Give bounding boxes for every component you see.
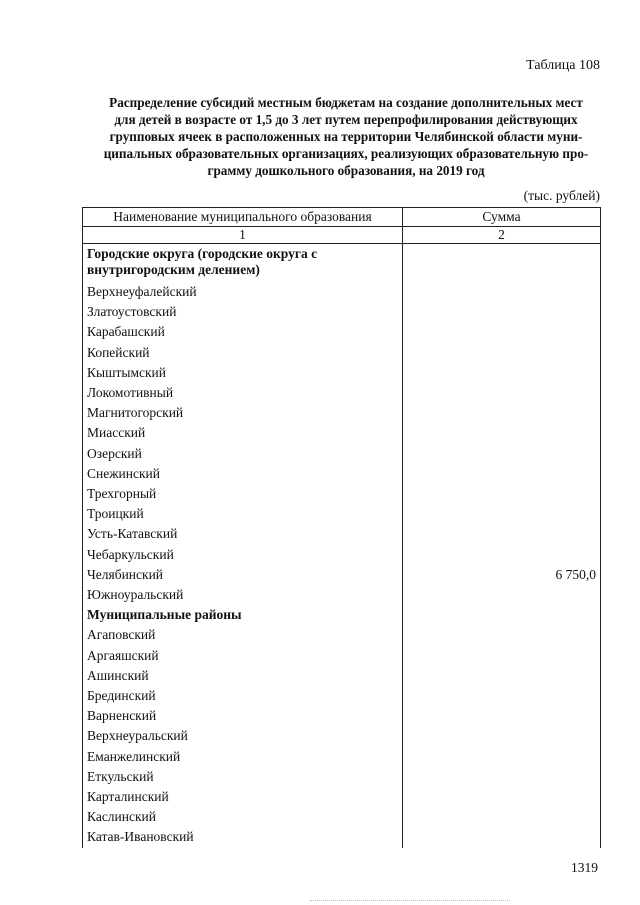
table-row bbox=[83, 403, 601, 423]
sum-value bbox=[403, 444, 601, 464]
title-line: Распределение субсидий местным бюджетам на создание дополнительных мест bbox=[109, 95, 583, 110]
table-row bbox=[83, 545, 601, 565]
table-row bbox=[83, 504, 601, 524]
sum-value bbox=[403, 747, 601, 767]
document-title bbox=[86, 94, 606, 179]
sum-value bbox=[403, 504, 601, 524]
table-row bbox=[83, 244, 601, 283]
units-label: (тыс. рублей) bbox=[523, 188, 600, 203]
sum-value: 6 750,0 bbox=[403, 565, 601, 585]
section-heading: Городские округа (городские округа с внутригородским делением) bbox=[83, 244, 403, 283]
sum-value bbox=[403, 625, 601, 645]
sum-value bbox=[403, 302, 601, 322]
municipality-name: Еманжелинский bbox=[83, 747, 403, 767]
municipality-name: Еткульский bbox=[83, 767, 403, 787]
municipality-name: Чебаркульский bbox=[83, 545, 403, 565]
table-row bbox=[83, 747, 601, 767]
sum-value bbox=[403, 827, 601, 847]
sum-value bbox=[403, 484, 601, 504]
table-row bbox=[83, 585, 601, 605]
title-line: групповых ячеек в расположенных на территории Челябинской области муни- bbox=[109, 129, 583, 144]
sum-value bbox=[403, 524, 601, 544]
footer-rule bbox=[310, 900, 510, 901]
municipality-name: Снежинский bbox=[83, 464, 403, 484]
sum-value bbox=[403, 787, 601, 807]
municipality-name: Трехгорный bbox=[83, 484, 403, 504]
table-row bbox=[83, 827, 601, 847]
municipality-name: Магнитогорский bbox=[83, 403, 403, 423]
title-line: ципальных образовательных организациях, реализующих образовательную про- bbox=[103, 146, 589, 161]
table-row bbox=[83, 807, 601, 827]
column-number-2: 2 bbox=[403, 227, 601, 244]
section-heading: Муниципальные районы bbox=[83, 605, 403, 625]
municipality-name: Карабашский bbox=[83, 322, 403, 342]
title-line: грамму дошкольного образования, на 2019 год bbox=[207, 163, 485, 178]
sum-value bbox=[403, 726, 601, 746]
table-body bbox=[83, 244, 601, 848]
sum-value bbox=[403, 383, 601, 403]
column-number-1: 1 bbox=[83, 227, 403, 244]
sum-value bbox=[403, 343, 601, 363]
municipality-name: Верхнеуральский bbox=[83, 726, 403, 746]
municipality-name: Верхнеуфалейский bbox=[83, 282, 403, 302]
table-row bbox=[83, 726, 601, 746]
column-header-sum: Сумма bbox=[403, 208, 601, 227]
sum-value bbox=[403, 646, 601, 666]
sum-value bbox=[403, 545, 601, 565]
table-row bbox=[83, 464, 601, 484]
table-row bbox=[83, 423, 601, 443]
municipality-name: Троицкий bbox=[83, 504, 403, 524]
table-row bbox=[83, 666, 601, 686]
column-header-name: Наименование муниципального образования bbox=[83, 208, 403, 227]
municipality-name: Варненский bbox=[83, 706, 403, 726]
table-row bbox=[83, 484, 601, 504]
municipality-name: Агаповский bbox=[83, 625, 403, 645]
municipality-name: Локомотивный bbox=[83, 383, 403, 403]
table-row bbox=[83, 686, 601, 706]
table-row bbox=[83, 322, 601, 342]
municipality-name: Брединский bbox=[83, 686, 403, 706]
municipality-name: Катав-Ивановский bbox=[83, 827, 403, 847]
table-row bbox=[83, 787, 601, 807]
table-row bbox=[83, 767, 601, 787]
title-line: для детей в возрасте от 1,5 до 3 лет путем перепрофилирования действующих bbox=[114, 112, 578, 127]
sum-value bbox=[403, 282, 601, 302]
table-row bbox=[83, 383, 601, 403]
sum-value bbox=[403, 464, 601, 484]
table-row bbox=[83, 444, 601, 464]
table-row bbox=[83, 282, 601, 302]
sum-value bbox=[403, 423, 601, 443]
municipality-name: Ашинский bbox=[83, 666, 403, 686]
municipality-name: Миасский bbox=[83, 423, 403, 443]
municipality-name: Копейский bbox=[83, 343, 403, 363]
sum-value bbox=[403, 767, 601, 787]
table-row bbox=[83, 363, 601, 383]
municipality-name: Озерский bbox=[83, 444, 403, 464]
sum-value bbox=[403, 322, 601, 342]
sum-value bbox=[403, 605, 601, 625]
sum-value bbox=[403, 807, 601, 827]
table-row bbox=[83, 706, 601, 726]
table-label: Таблица 108 bbox=[526, 58, 600, 73]
sum-value bbox=[403, 666, 601, 686]
municipality-name: Кыштымский bbox=[83, 363, 403, 383]
sum-value bbox=[403, 363, 601, 383]
subsidy-table bbox=[82, 207, 601, 848]
table-row bbox=[83, 646, 601, 666]
sum-value bbox=[403, 403, 601, 423]
table-row bbox=[83, 524, 601, 544]
municipality-name: Златоустовский bbox=[83, 302, 403, 322]
sum-value bbox=[403, 686, 601, 706]
sum-value bbox=[403, 585, 601, 605]
sum-value bbox=[403, 706, 601, 726]
table-row bbox=[83, 565, 601, 585]
table-row bbox=[83, 343, 601, 363]
municipality-name: Каслинский bbox=[83, 807, 403, 827]
sum-value bbox=[403, 244, 601, 283]
table-row bbox=[83, 605, 601, 625]
municipality-name: Аргаяшский bbox=[83, 646, 403, 666]
page-number: 1319 bbox=[571, 860, 598, 875]
table-row bbox=[83, 302, 601, 322]
table-row bbox=[83, 625, 601, 645]
municipality-name: Челябинский bbox=[83, 565, 403, 585]
municipality-name: Южноуральский bbox=[83, 585, 403, 605]
municipality-name: Карталинский bbox=[83, 787, 403, 807]
municipality-name: Усть-Катавский bbox=[83, 524, 403, 544]
